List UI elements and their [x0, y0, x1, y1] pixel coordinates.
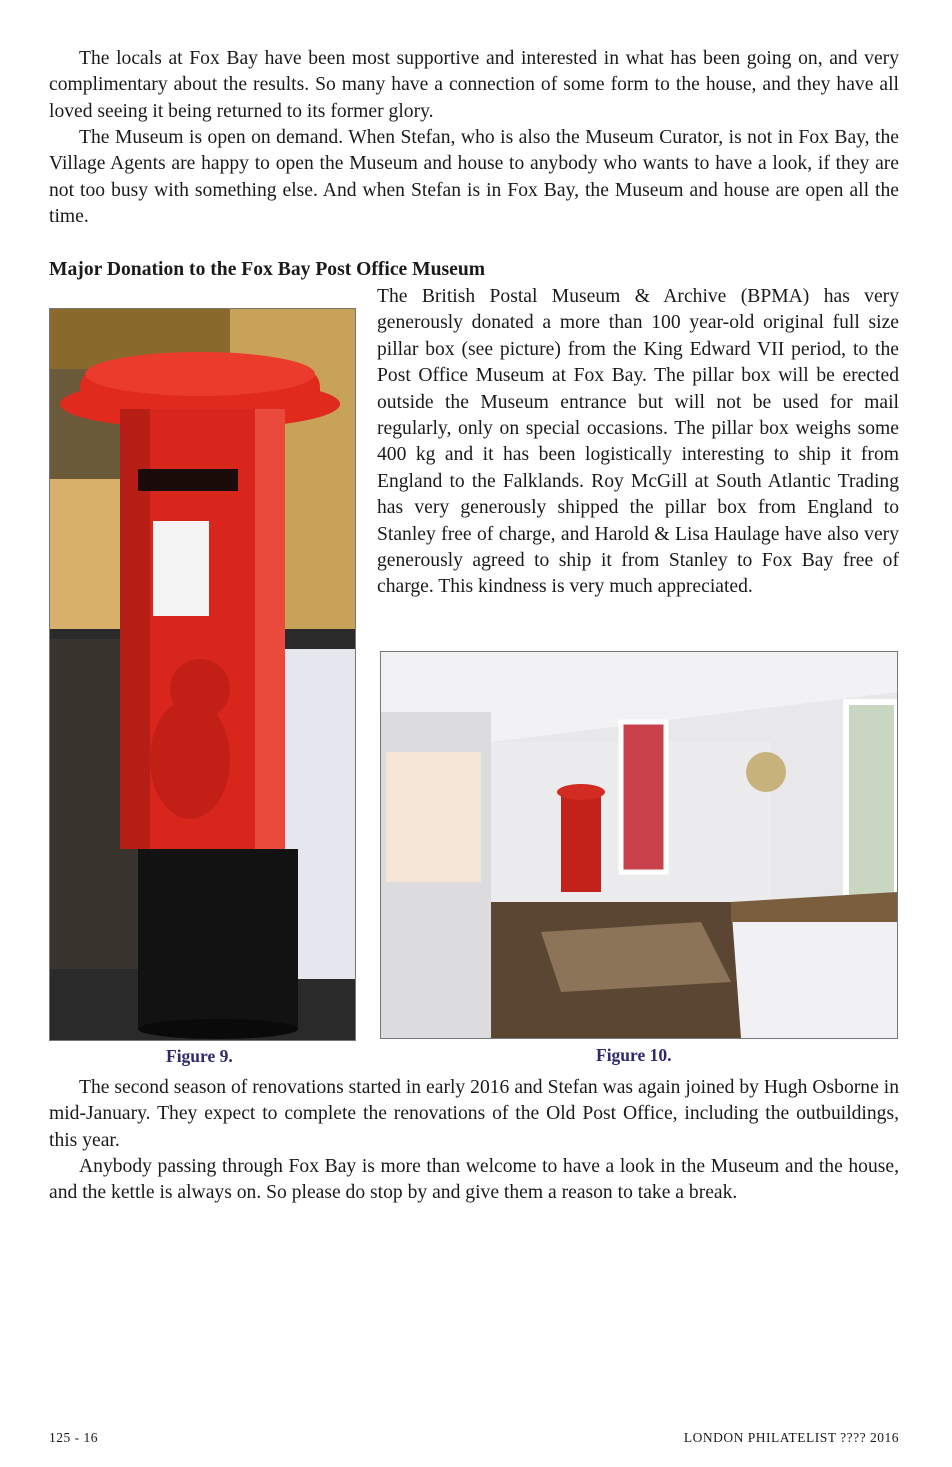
- figure-10-caption: Figure 10.: [596, 1045, 672, 1065]
- figure-9-pillar-box-photo: [49, 308, 356, 1041]
- paragraph-locals: The locals at Fox Bay have been most supportive and interested in what has been going on, and very complimentary about the results. So many have a connection of some form to the house, and they have all loved seeing it being returned to its former glory.: [49, 48, 899, 122]
- paragraph-renovations: The second season of renovations started in early 2016 and Stefan was again joined by Hugh Osborne in mid-January. They expect to complete the renovations of the Old Post Office, including the outbuildings, this year.: [49, 1077, 899, 1151]
- paragraph-welcome: Anybody passing through Fox Bay is more than welcome to have a look in the Museum and the house, and the kettle is always on. So please do stop by and give them a reason to take a break.: [49, 1156, 899, 1204]
- figure-9-caption: Figure 9.: [166, 1046, 233, 1066]
- section-heading: Major Donation to the Fox Bay Post Office Museum: [49, 259, 486, 280]
- publication-footer: LONDON PHILATELIST ???? 2016: [683, 1430, 899, 1445]
- page-number: 125 - 16: [49, 1430, 98, 1445]
- paragraph-donation: The British Postal Museum & Archive (BPMA) has very generously donated a more than 100 year-old original full size pillar box (see picture) from the King Edward VII period, to the Post Office Museum at Fox Bay. The pillar box will be erected outside the Museum entrance but will not be used for mail regularly, only on special occasions. The pillar box weighs some 400 kg and it has been logistically interesting to ship it from England to the Falklands. Roy McGill at South Atlantic Trading has very generously shipped the pillar box from England to Stanley free of charge, and Harold & Lisa Haulage have also very generously agreed to ship it from Stanley to Fox Bay free of charge. This kindness is very much appreciated.: [377, 286, 899, 598]
- paragraph-museum-open: The Museum is open on demand. When Stefan, who is also the Museum Curator, is not in Fox Bay, the Village Agents are happy to open the Museum and house to anybody who wants to have a look, if they are not too busy with something else. And when Stefan is in Fox Bay, the Museum and house are open all the time.: [49, 127, 899, 228]
- figure-10-museum-interior-photo: [380, 651, 898, 1039]
